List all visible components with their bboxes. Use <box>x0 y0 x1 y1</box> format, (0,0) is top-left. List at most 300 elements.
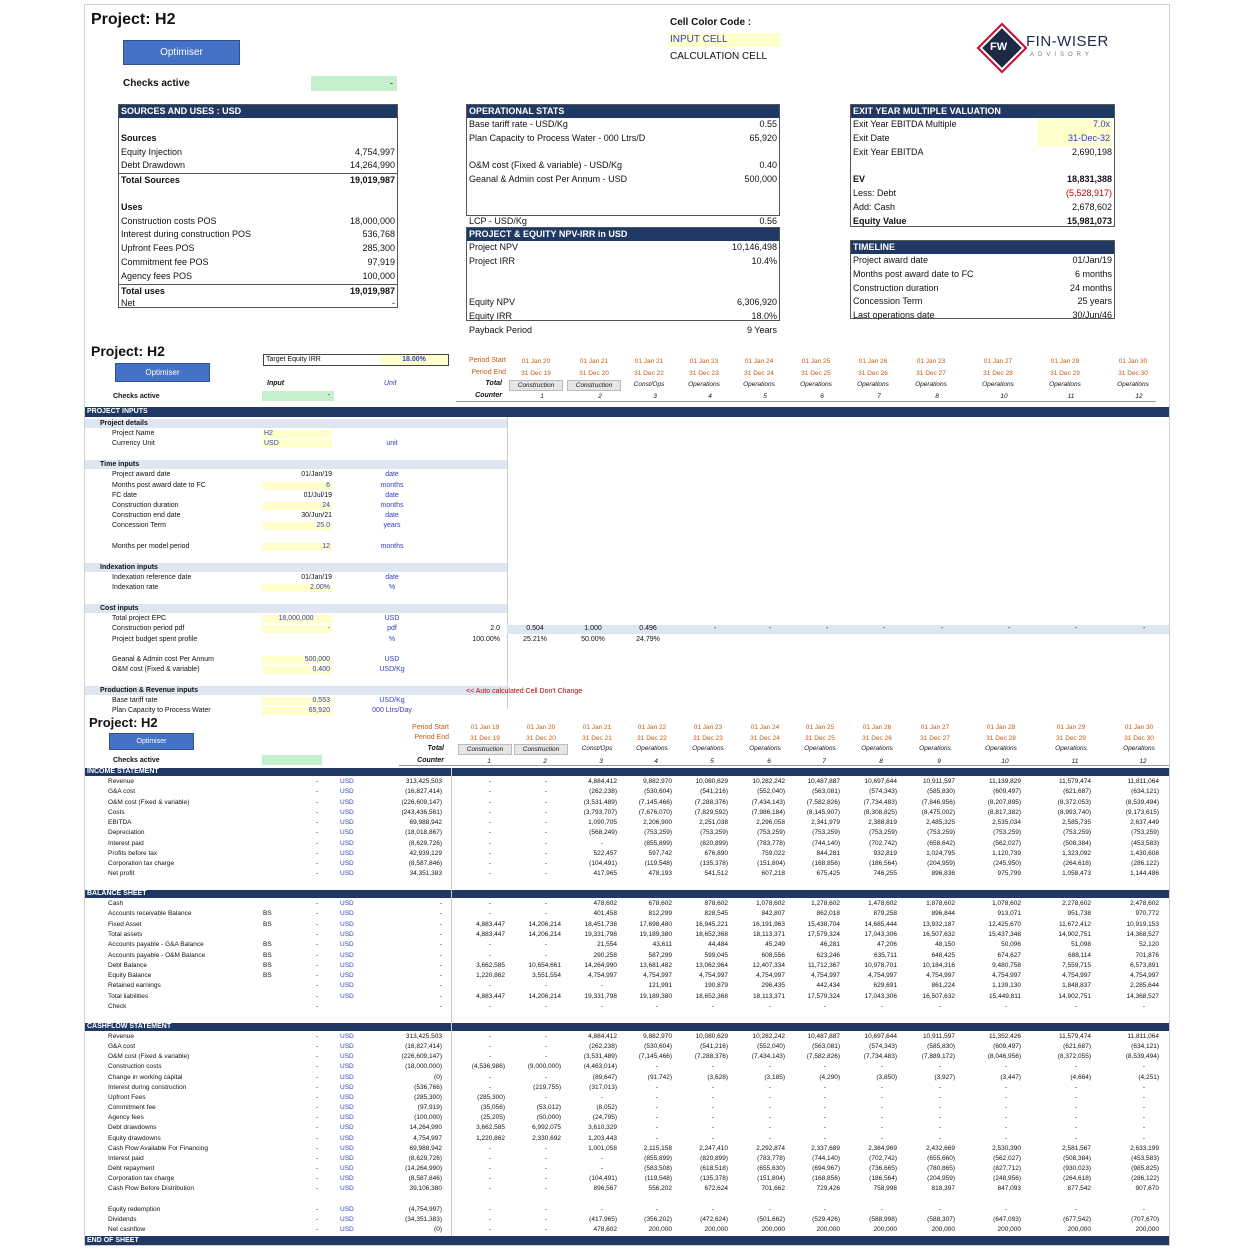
fin-cell: 1,120,739 <box>992 849 1021 857</box>
input-value[interactable]: 24 <box>262 502 332 510</box>
sources-row <box>119 118 397 132</box>
ops-row <box>467 146 779 160</box>
fin-cell: - <box>488 829 491 837</box>
fin-cell: 11,352,426 <box>988 1033 1021 1040</box>
fin-row-dash: - <box>316 1154 319 1162</box>
fin-row-unit: USD <box>340 941 354 949</box>
fin-cell: (783,778) <box>757 839 785 847</box>
fin-cell: - <box>655 1093 658 1101</box>
npv-row <box>467 241 779 255</box>
fin-period-start-cell: 01 Jan 25 <box>805 724 835 731</box>
fin-row-unit: USD <box>340 1185 354 1193</box>
input-label: Months post award date to FC <box>112 481 206 489</box>
inputs-title: Project: H2 <box>91 343 165 359</box>
counter-cell: 10 <box>1000 393 1008 400</box>
period-end-cell: 31 Dec 28 <box>983 370 1013 377</box>
fin-cell: - <box>488 1053 491 1061</box>
fin-cell: - <box>544 829 547 837</box>
ops-row-value: 0.55 <box>759 119 777 129</box>
fin-cell: (820,899) <box>700 839 728 847</box>
fin-cell: (621,687) <box>1063 788 1091 796</box>
fin-cell: 10,184,316 <box>922 961 955 969</box>
fin-cell: - <box>544 1144 547 1152</box>
fin-period-start-cell: 01 Jan 28 <box>986 724 1016 731</box>
fin-cell: - <box>1074 1134 1077 1142</box>
npv-row <box>467 310 779 324</box>
fin-cell: 597,742 <box>648 849 672 857</box>
input-label: Total project EPC <box>112 615 167 623</box>
fin-row-total: (34,351,383) <box>405 1215 442 1223</box>
fin-row-total: - <box>439 992 442 1000</box>
sources-row <box>119 215 397 229</box>
fin-cell: (8,308,825) <box>863 808 897 816</box>
fin-row-total: - <box>439 972 442 980</box>
fin-cell: - <box>711 1104 714 1112</box>
fin-row-total: - <box>439 961 442 969</box>
fin-cell: (609,497) <box>993 788 1021 796</box>
fin-period-end-cell: 31 Dec 19 <box>470 735 500 742</box>
fin-cell: - <box>488 1003 491 1010</box>
checks-active-cell[interactable]: - <box>311 76 397 91</box>
fin-cell: - <box>488 951 491 959</box>
sources-uses-header: SOURCES AND USES : USD <box>119 105 397 118</box>
exit-valuation-box <box>850 104 1115 227</box>
sources-row-label: Total Sources <box>121 175 180 186</box>
fin-cell: 4,754,997 <box>811 972 840 980</box>
npv-row <box>467 296 779 310</box>
fin-cell: 9,882,970 <box>643 778 672 785</box>
fin-row-total: 69,988,942 <box>409 819 442 826</box>
fin-row-label: G&A cost <box>108 788 136 796</box>
fin-cell: (4,463,014) <box>583 1063 617 1071</box>
exit-row-label: Equity Value <box>853 215 907 226</box>
fin-period-start-cell: 01 Jan 29 <box>1056 724 1086 731</box>
fin-cell: - <box>768 1104 771 1112</box>
fin-cell: (186,564) <box>869 860 897 867</box>
fin-cell: (568,249) <box>589 829 617 837</box>
fin-cell: (529,426) <box>812 1215 840 1223</box>
input-value[interactable]: 12 <box>262 543 332 551</box>
ops-row-label: LCP - USD/Kg <box>469 215 527 226</box>
fin-cell: 478,193 <box>648 870 672 878</box>
fin-cell: (53,012) <box>536 1104 561 1112</box>
input-period-value: 0.496 <box>639 625 657 633</box>
fin-cell: - <box>880 1104 883 1112</box>
fin-cell: (9,173,615) <box>1125 808 1159 816</box>
fin-cell: 21,554 <box>597 941 617 949</box>
fin-cell: (219,755) <box>533 1083 561 1091</box>
fin-cell: 11,672,412 <box>1058 920 1091 928</box>
optimiser-button[interactable]: Optimiser <box>123 40 240 65</box>
npv-row-label: Project IRR <box>469 255 516 266</box>
input-value[interactable]: 500,000 <box>262 656 332 664</box>
period-type-cell: Const/Ops <box>633 381 665 388</box>
fin-cell: - <box>823 1104 826 1112</box>
fin-cell: 1,848,837 <box>1062 982 1091 990</box>
fin-cell: (317,013) <box>589 1083 617 1091</box>
fin-period-end-cell: 31 Dec 24 <box>750 735 780 742</box>
fin-cell: 44,484 <box>708 941 728 949</box>
fin-cell: - <box>488 900 491 907</box>
fin-cell: 11,139,829 <box>988 778 1021 785</box>
inputs-optimiser-button[interactable]: Optimiser <box>115 363 210 382</box>
fin-counter-cell: 12 <box>1139 758 1147 765</box>
fin-cell: - <box>1004 1104 1007 1112</box>
fin-cell: 842,807 <box>761 910 785 918</box>
fin-cell: - <box>488 860 491 867</box>
sources-row <box>119 159 397 173</box>
fin-row-dash: - <box>316 941 319 949</box>
fin-cell: 12,407,334 <box>752 961 785 969</box>
input-unit: date <box>385 491 399 499</box>
exit-row-label: Less: Debt <box>853 187 897 198</box>
fin-cell: 200,000 <box>704 1225 728 1233</box>
fin-cell: - <box>544 1003 547 1010</box>
npv-row <box>467 269 779 283</box>
fin-cell: (8,372,055) <box>1057 1053 1091 1061</box>
fin-cell: (3,185) <box>764 1073 785 1081</box>
input-group-bg <box>85 419 507 428</box>
fin-cell: 587,299 <box>648 951 672 959</box>
fin-cell: 1,078,602 <box>992 900 1021 907</box>
fin-row-dash: - <box>316 930 319 938</box>
period-start-cell: 01 Jan 21 <box>579 358 609 365</box>
fin-row-unit: USD <box>340 1093 354 1101</box>
fin-cell: (3,628) <box>707 1073 728 1081</box>
fin-cell: (8,372,053) <box>1057 798 1091 806</box>
fin-row-unit: USD <box>340 1134 354 1142</box>
sources-row-label: Construction costs POS <box>121 215 217 226</box>
exit-row-value: 18,831,388 <box>1066 174 1112 185</box>
company-logo: FW FIN-WISER ADVISORY <box>986 32 1018 64</box>
npv-row-value: 9 Years <box>746 324 777 335</box>
exit-row <box>851 146 1114 160</box>
input-group-label: Cost inputs <box>100 605 139 613</box>
fin-row-total: (4,754,997) <box>408 1205 442 1213</box>
fin-cell: (3,447) <box>1000 1073 1021 1081</box>
fin-row-total: (226,609,147) <box>401 798 442 806</box>
fin-checks-cell[interactable] <box>262 755 322 765</box>
input-period-value: 25.21% <box>523 635 547 643</box>
fin-row-unit: USD <box>340 1043 354 1051</box>
target-irr-box: Target Equity IRR 18.00% <box>263 354 449 366</box>
fin-row-unit: USD <box>340 860 354 867</box>
fin-cell: (7,582,826) <box>806 798 840 806</box>
fin-cell: (35,056) <box>480 1104 505 1112</box>
fin-cell: - <box>488 1144 491 1152</box>
fin-row-label: Check <box>108 1003 127 1010</box>
inputs-checks-cell[interactable]: - <box>262 391 334 401</box>
fin-cell: 6,992,075 <box>532 1124 561 1132</box>
fin-cell: (677,542) <box>1063 1215 1091 1223</box>
fin-cell: (930,023) <box>1063 1164 1091 1172</box>
fin-row-dash: - <box>316 788 319 796</box>
fin-cell: - <box>768 1003 771 1010</box>
timeline-header: TIMELINE <box>851 241 1114 254</box>
fin-row-dash: - <box>316 1164 319 1172</box>
fin-row-total: (8,629,726) <box>408 1154 442 1162</box>
fin-row-label: G&A cost <box>108 1043 136 1051</box>
fin-cell: - <box>711 1205 714 1213</box>
fin-cell: - <box>1074 1114 1077 1122</box>
fin-period-end-cell: 31 Dec 20 <box>526 735 556 742</box>
exit-row-value[interactable]: 31-Dec-32 <box>1037 132 1112 146</box>
period-type-cell: Operations <box>857 381 889 388</box>
fin-cell: (3,927) <box>934 1073 955 1081</box>
fin-row-dash: - <box>316 1083 319 1091</box>
fin-cell: - <box>938 1003 941 1010</box>
fin-cell: (585,830) <box>927 1043 955 1051</box>
input-value[interactable]: 0.400 <box>262 666 332 674</box>
fin-cell: 13,062,964 <box>695 961 728 969</box>
timeline-box <box>850 240 1115 319</box>
fin-cell: (91,742) <box>647 1073 672 1081</box>
fin-cell: - <box>1004 1003 1007 1010</box>
counter-cell: 7 <box>877 393 881 400</box>
fin-cell: (262,238) <box>589 788 617 796</box>
fin-row-dash: - <box>316 982 319 990</box>
fin-cell: (985,825) <box>1131 1164 1159 1172</box>
input-value: 01/Jan/19 <box>301 471 332 479</box>
fin-row-dash: - <box>316 1144 319 1152</box>
fin-cell: (588,998) <box>869 1215 897 1223</box>
fin-cell: 16,191,963 <box>752 920 785 928</box>
period-type-cell: Operations <box>800 381 832 388</box>
fin-cell: 200,000 <box>931 1225 955 1233</box>
fin-cell: - <box>655 1104 658 1112</box>
fin-cell: 2,633,199 <box>1130 1144 1159 1152</box>
period-start-cell: 01 Jan 26 <box>858 358 888 365</box>
fin-cell: - <box>768 1063 771 1071</box>
fin-cell: 11,579,474 <box>1058 778 1091 785</box>
fin-header-line <box>399 765 1169 766</box>
fin-row-total: - <box>439 951 442 959</box>
fin-row-total: - <box>439 900 442 907</box>
fin-cell: 4,754,997 <box>588 972 617 980</box>
fin-row-label: Agency fees <box>108 1114 144 1122</box>
fin-row-unit: USD <box>340 1144 354 1152</box>
fin-cell: - <box>1074 1083 1077 1091</box>
fin-row-dash: - <box>316 1185 319 1193</box>
fin-row-label: Commitment fee <box>108 1104 156 1112</box>
fin-cell: - <box>938 1134 941 1142</box>
sources-row <box>119 297 397 311</box>
fin-cell: 15,449,811 <box>988 992 1021 1000</box>
period-header-line <box>456 401 1156 402</box>
fin-cell: (585,830) <box>927 788 955 796</box>
sources-row-value: 100,000 <box>362 270 395 281</box>
fin-cell: 16,945,221 <box>695 920 728 928</box>
fin-cell: 51,098 <box>1071 941 1091 949</box>
fin-cell: - <box>488 1175 491 1183</box>
exit-row-label: Exit Date <box>853 132 890 143</box>
sources-row <box>119 228 397 242</box>
fin-row-unit: USD <box>340 1215 354 1223</box>
fin-row-unit: USD <box>340 1053 354 1061</box>
fin-period-start-cell: 01 Jan 20 <box>526 724 556 731</box>
sources-row-label: Sources <box>121 132 157 143</box>
period-end-cell: 31 Dec 22 <box>634 370 664 377</box>
fin-cell: 4,883,447 <box>476 930 505 938</box>
exit-row-value[interactable]: 7.0x <box>1037 118 1112 132</box>
fin-cell: - <box>544 1154 547 1162</box>
fin-row-label: Revenue <box>108 778 135 785</box>
fin-cell: (702,742) <box>869 1154 897 1162</box>
fin-cell: - <box>488 1043 491 1051</box>
fin-cell: (753,259) <box>1131 829 1159 837</box>
input-value[interactable]: 0.553 <box>262 697 332 705</box>
fin-row-unit: USD <box>340 849 354 857</box>
fin-cell: (658,642) <box>927 839 955 847</box>
fin-row-unit: USD <box>340 1083 354 1091</box>
fin-cell: - <box>600 1093 603 1101</box>
sources-row-label: Commitment fee POS <box>121 256 209 267</box>
fin-cell: 200,000 <box>816 1225 840 1233</box>
fin-row-dash: - <box>316 1053 319 1061</box>
fin-cell: - <box>823 1003 826 1010</box>
fin-cell: 2,330,692 <box>532 1134 561 1142</box>
fin-cell: 818,397 <box>931 1185 955 1193</box>
fin-cell: - <box>768 1205 771 1213</box>
input-value[interactable]: 6 <box>262 482 332 490</box>
sources-row <box>119 284 397 298</box>
fin-cell: (7,734,483) <box>863 798 897 806</box>
fin-row-label: Equity drawdowns <box>108 1134 161 1142</box>
fin-row-dash: - <box>316 992 319 1000</box>
fin-row-unit: USD <box>340 839 354 847</box>
fin-cell: - <box>880 1205 883 1213</box>
fin-row-label: O&M cost (Fixed & variable) <box>108 798 190 806</box>
fin-cell: (168,856) <box>812 1175 840 1183</box>
fin-cell: - <box>544 1043 547 1051</box>
fin-cell: 1,090,705 <box>588 819 617 826</box>
fin-row-total: - <box>439 920 442 928</box>
fin-cell: - <box>880 1093 883 1101</box>
fin-cell: (574,343) <box>869 1043 897 1051</box>
input-group-bg <box>85 604 507 613</box>
fin-cell: (820,899) <box>700 1154 728 1162</box>
fin-cell: - <box>488 798 491 806</box>
fin-row-unit: USD <box>340 910 354 918</box>
fin-cell: - <box>880 1124 883 1132</box>
input-unit: USD <box>384 615 400 623</box>
input-value[interactable]: 2.00% <box>262 584 332 592</box>
target-irr-input[interactable]: 18.00% <box>380 355 448 365</box>
fin-cell: 19,189,380 <box>639 992 672 1000</box>
fin-cell: 11,712,367 <box>807 961 840 969</box>
fin-cell: 4,754,997 <box>1130 972 1159 980</box>
fin-row-total: 69,988,942 <box>409 1144 442 1152</box>
fin-cell: (285,300) <box>477 1093 505 1101</box>
counter-cell: 4 <box>708 393 712 400</box>
fin-cell: (24,795) <box>592 1114 617 1122</box>
fin-cell: - <box>1004 1205 1007 1213</box>
fin-cell: 4,754,997 <box>992 972 1021 980</box>
input-label: FC date <box>112 491 137 499</box>
fin-cell: 48,150 <box>935 941 955 949</box>
fin-row-total: (16,827,414) <box>405 788 442 796</box>
fin-cell: (744,140) <box>812 839 840 847</box>
fin-cell: 729,426 <box>816 1185 840 1193</box>
fin-cell: 951,738 <box>1067 910 1091 918</box>
fin-cell: 607,218 <box>761 870 785 878</box>
fin-row-total: (100,000) <box>414 1114 442 1122</box>
fin-row-dash: - <box>316 1134 319 1142</box>
npv-row <box>467 255 779 269</box>
counter-cell: 1 <box>540 393 544 400</box>
exit-row <box>851 201 1114 215</box>
fin-cell: 14,264,990 <box>584 961 617 969</box>
fin-cell: 2,285,644 <box>1130 982 1159 990</box>
input-value[interactable]: 25.0 <box>262 522 332 530</box>
fin-cell: 1,220,862 <box>476 1134 505 1142</box>
fin-cell: (588,307) <box>927 1215 955 1223</box>
fin-cell: - <box>938 1114 941 1122</box>
fin-counter-cell: 9 <box>937 758 941 765</box>
fin-cell: 19,189,380 <box>639 930 672 938</box>
sources-row-value: 14,264,990 <box>349 160 395 171</box>
input-group-label: Production & Revenue inputs <box>100 687 199 695</box>
fin-cell: 2,296,058 <box>756 819 785 826</box>
ops-row-label: Base tariff rate - USD/Kg <box>469 119 568 129</box>
inputs-checks-label: Checks active <box>113 393 160 400</box>
inputs-divider <box>507 417 508 709</box>
fin-cell: - <box>1142 1063 1145 1071</box>
fin-cell: (562,027) <box>993 839 1021 847</box>
fin-cell: (707,670) <box>1131 1215 1159 1223</box>
timeline-row-label: Last operations date <box>853 310 935 321</box>
fin-cell: 17,579,324 <box>807 930 840 938</box>
input-value[interactable]: H2 <box>262 430 332 438</box>
sources-row-label: Equity Injection <box>121 146 183 157</box>
fin-cell: (7,889,172) <box>921 1053 955 1061</box>
fin-row-dash: - <box>316 1175 319 1183</box>
fin-optimiser-button[interactable]: Optimiser <box>109 733 194 750</box>
fin-row-total: (0) <box>434 1073 442 1081</box>
fin-row-unit: USD <box>340 951 354 959</box>
fin-cell: - <box>600 982 603 990</box>
input-value[interactable]: 65,920 <box>262 707 332 715</box>
fin-row-dash: - <box>316 819 319 826</box>
fin-cell: - <box>544 910 547 918</box>
fin-cell: - <box>823 1063 826 1071</box>
fin-cell: - <box>655 1083 658 1091</box>
fin-cell: - <box>1142 1134 1145 1142</box>
input-value[interactable]: USD <box>262 440 332 448</box>
fin-cell: 10,911,597 <box>922 778 955 785</box>
fin-period-start-cell: 01 Jan 27 <box>920 724 950 731</box>
period-end-cell: 31 Dec 30 <box>1118 370 1148 377</box>
fin-cell: - <box>1074 1124 1077 1132</box>
fin-cell: 2,637,449 <box>1130 819 1159 826</box>
fin-cell: - <box>488 870 491 878</box>
fin-row-label: Net profit <box>108 870 135 878</box>
fin-cell: 45,249 <box>765 941 785 949</box>
fin-cell: 10,697,644 <box>864 778 897 785</box>
period-start-cell: 01 Jan 23 <box>916 358 946 365</box>
fin-row-total: (0) <box>434 1225 442 1233</box>
fin-row-label: Interest paid <box>108 839 144 847</box>
input-value[interactable]: 18,000,000 <box>262 615 332 623</box>
fin-row-dash: - <box>316 972 319 980</box>
fin-cell: 4,884,412 <box>588 778 617 785</box>
sources-row <box>119 256 397 270</box>
input-value[interactable]: - <box>262 625 332 633</box>
fin-cell: (119,548) <box>644 860 672 867</box>
fin-cell: (50,000) <box>536 1114 561 1122</box>
fin-cell: 10,282,242 <box>752 1033 785 1040</box>
fin-cell: 913,071 <box>997 910 1021 918</box>
